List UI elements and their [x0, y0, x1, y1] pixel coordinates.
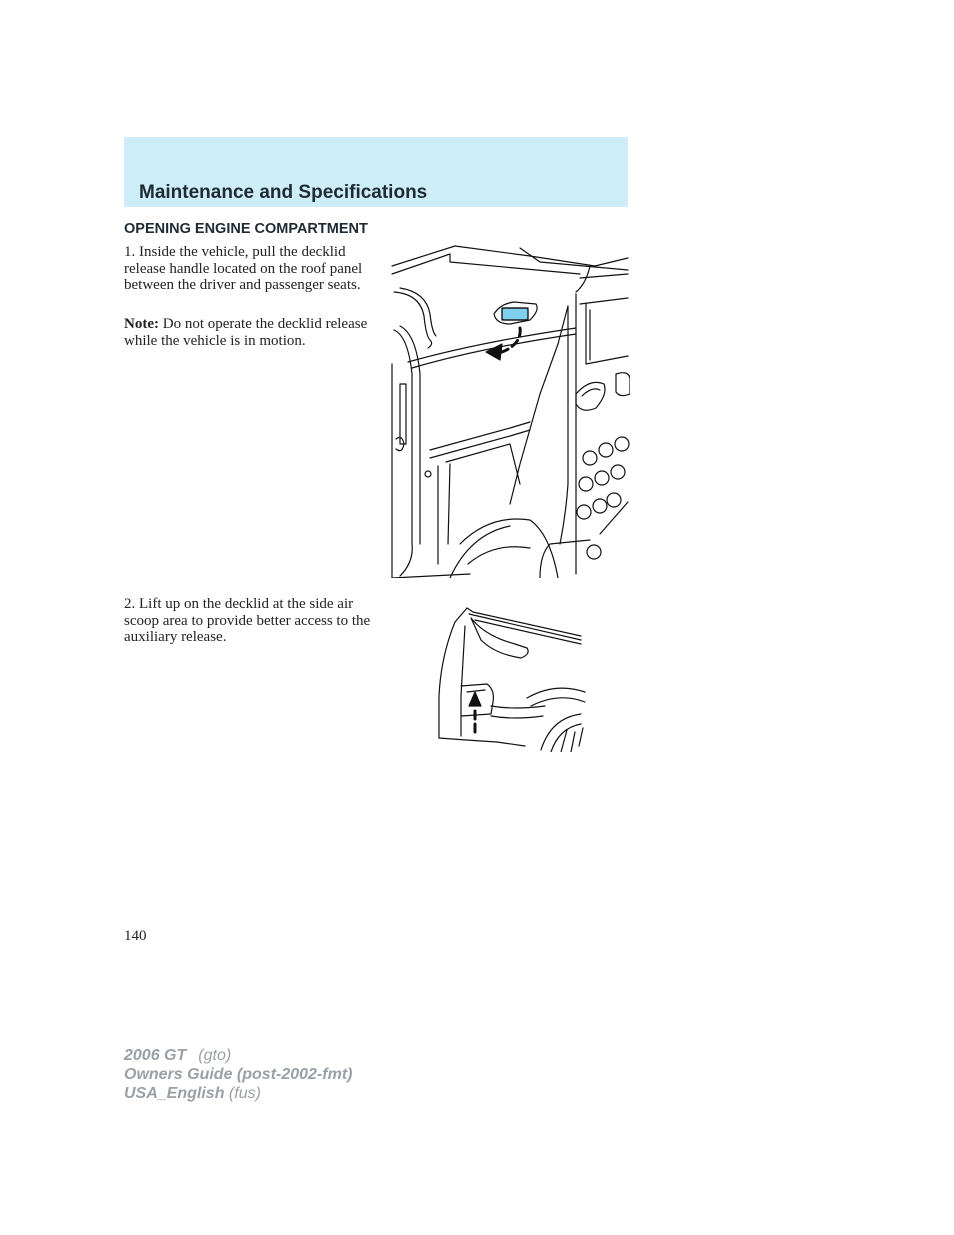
page-number: 140: [124, 928, 147, 944]
footer: [124, 1046, 352, 1103]
step-2-text: 2. Lift up on the decklid at the side air scoop area to provide better access to the auxiliary release.: [124, 596, 371, 646]
note-label: Note:: [124, 316, 159, 332]
subheading: OPENING ENGINE COMPARTMENT: [124, 221, 368, 237]
footer-guide-line: Owners Guide (post-2002-fmt): [124, 1066, 353, 1083]
footer-model: 2006 GT: [124, 1047, 187, 1064]
decklid-release-illustration: [390, 244, 630, 578]
footer-model-line: [124, 1046, 352, 1065]
footer-language: USA_English: [124, 1085, 225, 1102]
section-title: Maintenance and Specifications: [139, 182, 428, 203]
step-1-text: 1. Inside the vehicle, pull the decklid release handle located on the roof panel between the driver and passenger seats.: [124, 244, 363, 294]
footer-model-code: (gto): [198, 1047, 232, 1064]
footer-language-code: (fus): [228, 1085, 261, 1102]
note-text: Do not operate the decklid release while the vehicle is in motion.: [124, 316, 368, 349]
footer-language-line: [124, 1084, 352, 1103]
side-scoop-illustration: [435, 606, 587, 752]
note-paragraph: [124, 316, 374, 349]
